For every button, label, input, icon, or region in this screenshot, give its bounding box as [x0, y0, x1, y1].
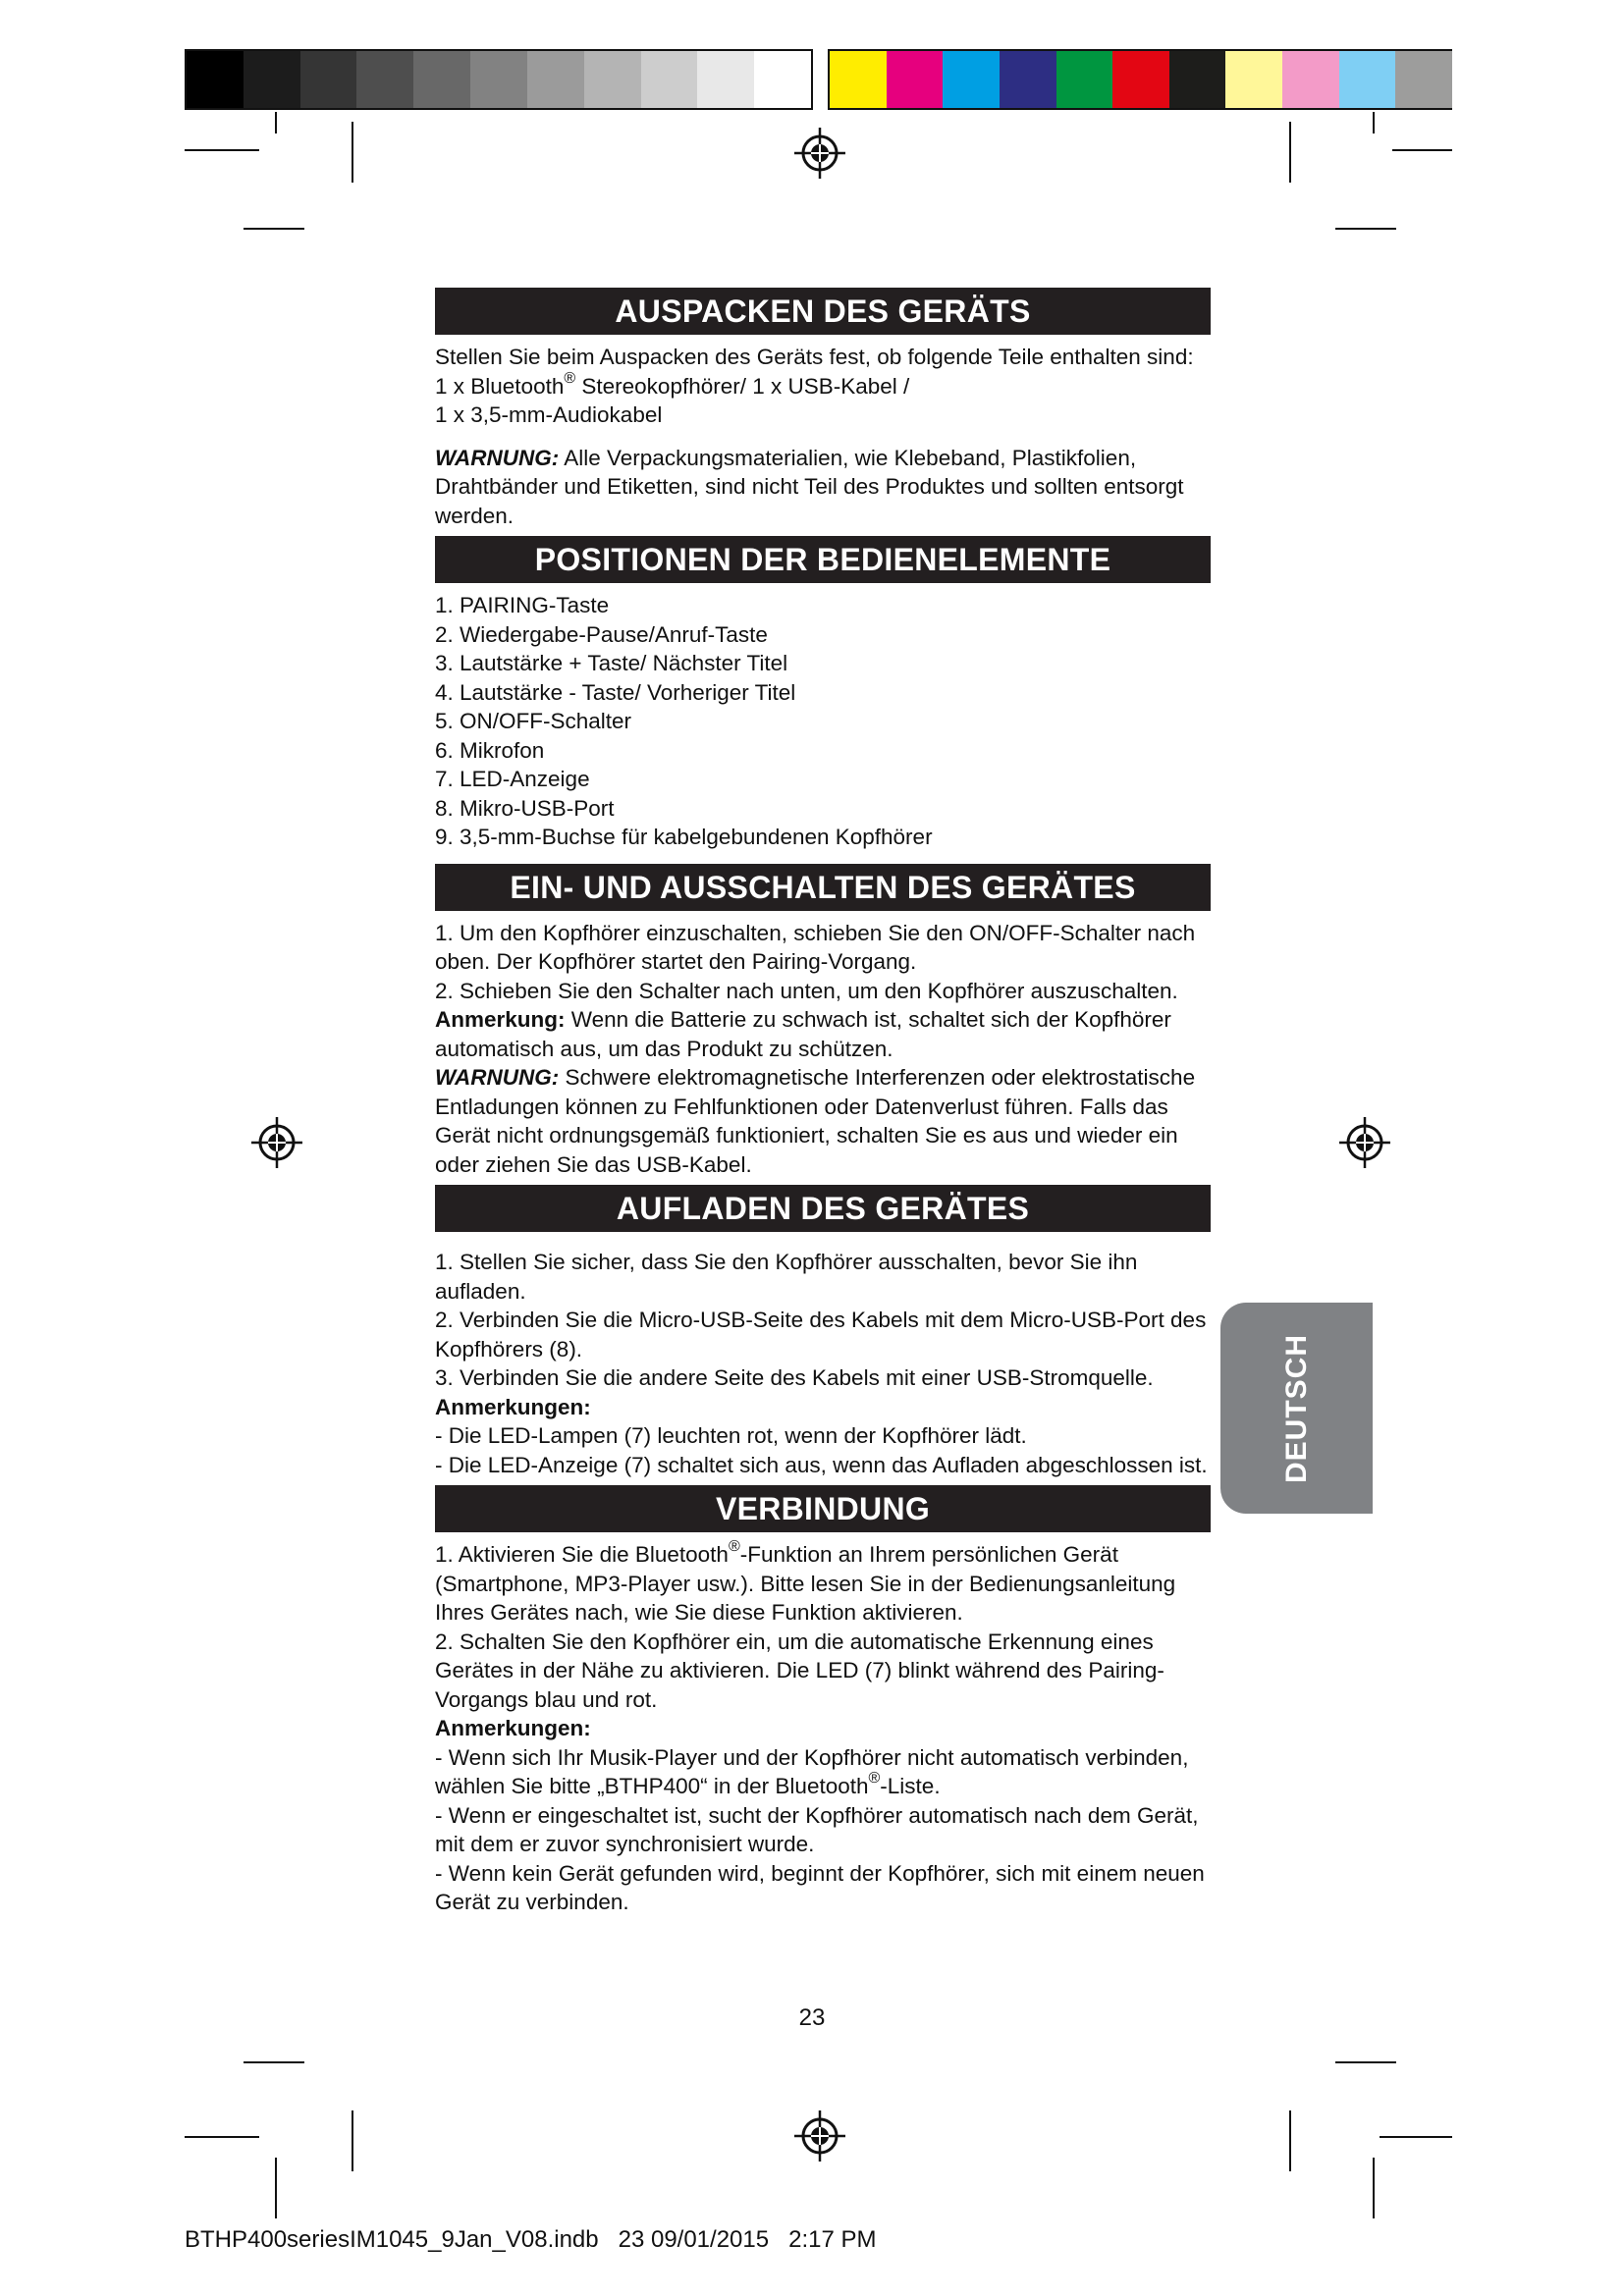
- registration-target-icon: [251, 1117, 302, 1168]
- crop-mark: [1373, 112, 1375, 133]
- connect-note-2: - Wenn er eingeschaltet ist, sucht der Kopfhörer automatisch nach dem Gerät, mit dem er zuvor synchronisiert wurde.: [435, 1802, 1199, 1856]
- crop-mark: [244, 2061, 304, 2063]
- charge-step-1: 1. Stellen Sie sicher, dass Sie den Kopfhörer ausschalten, bevor Sie ihn aufladen.: [435, 1250, 1138, 1304]
- color-swatch: [187, 51, 244, 108]
- crop-mark: [1373, 2158, 1375, 2218]
- list-item: 1. PAIRING-Taste: [435, 593, 610, 617]
- charge-notes-label: Anmerkungen:: [435, 1394, 591, 1419]
- connect-step-2: 2. Schalten Sie den Kopfhörer ein, um die automatische Erkennung eines Gerätes in der Nähe zu aktivieren. Die LED (7) blinkt während des Pairing-Vorgangs blau und rot.: [435, 1629, 1164, 1712]
- language-tab: [1220, 1303, 1373, 1514]
- power-step-1: 1. Um den Kopfhörer einzuschalten, schieben Sie den ON/OFF-Schalter nach oben. Der Kopfhörer startet den Pairing-Vorgang.: [435, 920, 1196, 974]
- color-swatch: [244, 51, 300, 108]
- unpack-items: 1 x Bluetooth® Stereokopfhörer/ 1 x USB-Kabel /: [435, 369, 910, 399]
- list-item: 9. 3,5-mm-Buchse für kabelgebundenen Kopfhörer: [435, 825, 933, 849]
- charge-step-2: 2. Verbinden Sie die Micro-USB-Seite des Kabels mit dem Micro-USB-Port des Kopfhörers (8).: [435, 1308, 1207, 1362]
- list-item: 5. ON/OFF-Schalter: [435, 709, 632, 733]
- color-swatch: [527, 51, 584, 108]
- unpack-intro: Stellen Sie beim Auspacken des Geräts fest, ob folgende Teile enthalten sind:: [435, 345, 1194, 369]
- power-note: Anmerkung: Wenn die Batterie zu schwach ist, schaltet sich der Kopfhörer automatisch aus, um das Produkt zu schützen.: [435, 1007, 1171, 1061]
- section-title-connect: VERBINDUNG: [435, 1485, 1211, 1532]
- crop-mark: [1335, 2061, 1396, 2063]
- crop-mark: [352, 122, 353, 183]
- color-swatch: [470, 51, 527, 108]
- color-swatch: [1339, 51, 1396, 108]
- color-swatch: [584, 51, 641, 108]
- manual-content: [435, 288, 1211, 1917]
- color-swatch: [697, 51, 754, 108]
- color-swatch: [887, 51, 944, 108]
- color-swatch: [1282, 51, 1339, 108]
- color-swatch: [356, 51, 413, 108]
- color-swatch: [1000, 51, 1056, 108]
- color-swatch: [1056, 51, 1113, 108]
- unpack-items-cable: 1 x 3,5-mm-Audiokabel: [435, 402, 663, 427]
- section-title-unpack: AUSPACKEN DES GERÄTS: [435, 288, 1211, 335]
- unpack-warning: WARNUNG: Alle Verpackungsmaterialien, wie Klebeband, Plastikfolien, Drahtbänder und Etiketten, sind nicht Teil des Produktes und sollten entsorgt werden.: [435, 445, 1184, 528]
- registration-target-icon: [1339, 1117, 1390, 1168]
- color-swatch: [754, 51, 811, 108]
- crop-mark: [185, 2136, 259, 2138]
- connect-step-1: 1. Aktivieren Sie die Bluetooth®-Funktion an Ihrem persönlichen Gerät (Smartphone, MP3-Player usw.). Bitte lesen Sie in der Bedienungsanleitung Ihres Gerätes nach, wie Sie diese Funktion aktivieren.: [435, 1538, 1176, 1625]
- section-title-controls: POSITIONEN DER BEDIENELEMENTE: [435, 536, 1211, 583]
- color-swatch: [300, 51, 357, 108]
- list-item: 2. Wiedergabe-Pause/Anruf-Taste: [435, 621, 768, 647]
- controls-list: [435, 591, 1211, 852]
- list-item: 6. Mikrofon: [435, 737, 545, 763]
- connect-note-3: - Wenn kein Gerät gefunden wird, beginnt der Kopfhörer, sich mit einem neuen Gerät zu verbinden.: [435, 1860, 1205, 1914]
- list-item: 8. Mikro-USB-Port: [435, 795, 615, 821]
- crop-mark: [1289, 122, 1291, 183]
- crop-mark: [275, 2158, 277, 2218]
- color-swatch: [943, 51, 1000, 108]
- section-title-power: EIN- UND AUSSCHALTEN DES GERÄTES: [435, 864, 1211, 911]
- registration-target-icon: [794, 2110, 845, 2162]
- color-swatch: [1169, 51, 1226, 108]
- color-swatch: [1112, 51, 1169, 108]
- print-slug: BTHP400seriesIM1045_9Jan_V08.indb 23 09/01/2015 2:17 PM: [185, 2226, 877, 2253]
- color-swatch: [1395, 51, 1452, 108]
- charge-note-1: - Die LED-Lampen (7) leuchten rot, wenn der Kopfhörer lädt.: [435, 1423, 1027, 1448]
- connect-note-1: - Wenn sich Ihr Musik-Player und der Kopfhörer nicht automatisch verbinden, wählen Sie bitte „BTHP400“ in der Bluetooth®-Liste.: [435, 1744, 1189, 1798]
- color-swatch: [830, 51, 887, 108]
- page-number: 23: [798, 2004, 826, 2031]
- crop-mark: [1380, 2136, 1452, 2138]
- connect-notes-label: Anmerkungen:: [435, 1716, 591, 1740]
- color-swatch: [1225, 51, 1282, 108]
- section-title-charge: AUFLADEN DES GERÄTES: [435, 1185, 1211, 1232]
- crop-mark: [185, 149, 259, 151]
- crop-mark: [352, 2110, 353, 2171]
- crop-mark: [1335, 228, 1396, 230]
- registration-target-icon: [794, 128, 845, 179]
- crop-mark: [1392, 149, 1452, 151]
- color-swatch: [413, 51, 470, 108]
- color-swatch: [641, 51, 698, 108]
- power-warning: WARNUNG: Schwere elektromagnetische Interferenzen oder elektrostatische Entladungen können zu Fehlfunktionen oder Datenverlust führen. Falls das Gerät nicht ordnungsgemäß funktioniert, schalten Sie es aus und wieder ein oder ziehen Sie das USB-Kabel.: [435, 1065, 1196, 1177]
- charge-step-3: 3. Verbinden Sie die andere Seite des Kabels mit einer USB-Stromquelle.: [435, 1365, 1154, 1390]
- crop-mark: [244, 228, 304, 230]
- charge-note-2: - Die LED-Anzeige (7) schaltet sich aus, wenn das Aufladen abgeschlossen ist.: [435, 1452, 1208, 1477]
- power-step-2: 2. Schieben Sie den Schalter nach unten, um den Kopfhörer auszuschalten.: [435, 978, 1178, 1003]
- list-item: 3. Lautstärke + Taste/ Nächster Titel: [435, 651, 788, 675]
- grayscale-calibration-bar: [185, 49, 813, 110]
- list-item: 7. LED-Anzeige: [435, 767, 590, 791]
- language-tab-label: DEUTSCH: [1279, 1333, 1313, 1483]
- crop-mark: [275, 112, 277, 133]
- process-color-calibration-bar: [828, 49, 1452, 110]
- crop-mark: [1289, 2110, 1291, 2171]
- list-item: 4. Lautstärke - Taste/ Vorheriger Titel: [435, 679, 796, 705]
